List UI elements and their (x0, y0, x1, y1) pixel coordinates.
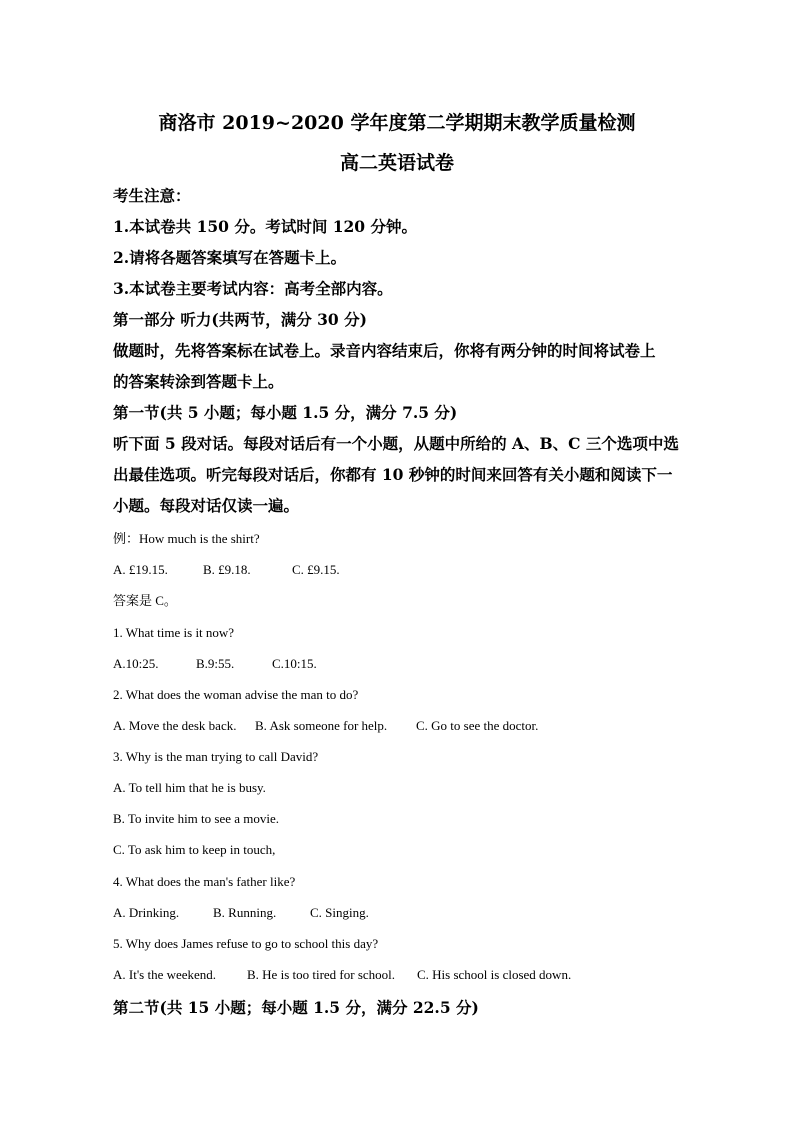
question-3: 3. Why is the man trying to call David? (113, 749, 319, 764)
exam-title: 商洛市 2019~2020 学年度第二学期期末教学质量检测 (158, 112, 636, 134)
example-question: 例：How much is the shirt? (113, 531, 260, 546)
option-a: A.10:25. (113, 656, 159, 671)
option-a: A. It's the weekend. (113, 967, 217, 982)
section1-instruction: 出最佳选项。听完每段对话后，你都有 10 秒钟的时间来回答有关小题和阅读下一 (113, 465, 673, 484)
exam-subtitle: 高二英语试卷 (339, 152, 454, 174)
question-2-options (113, 719, 538, 732)
part1-heading: 第一部分 听力(共两节，满分 30 分) (113, 310, 367, 329)
question-5-options (113, 968, 571, 981)
notice-heading: 考生注意： (113, 186, 191, 205)
option-c: C. His school is closed down. (417, 967, 572, 982)
question-5: 5. Why does James refuse to go to school this day? (113, 936, 379, 951)
section1-heading: 第一节(共 5 小题；每小题 1.5 分，满分 7.5 分) (113, 403, 458, 422)
option-a: A. Move the desk back. (113, 718, 237, 733)
question-2: 2. What does the woman advise the man to do? (113, 687, 359, 702)
option-c: C. Go to see the doctor. (416, 718, 539, 733)
option-c: C. Singing. (310, 905, 369, 920)
option-b: B. £9.18. (203, 562, 251, 577)
section1-instruction: 小题。每段对话仅读一遍。 (113, 496, 300, 515)
example-options (113, 563, 340, 576)
option-a: A. £19.15. (113, 562, 168, 577)
question-1-options (113, 657, 317, 670)
notice-item: 3.本试卷主要考试内容：高考全部内容。 (113, 279, 393, 298)
question-3-option-a: A. To tell him that he is busy. (113, 780, 266, 795)
section1-instruction: 听下面 5 段对话。每段对话后有一个小题，从题中所给的 A、B、C 三个选项中选 (113, 434, 679, 453)
option-a: A. Drinking. (113, 905, 180, 920)
question-1: 1. What time is it now? (113, 625, 235, 640)
part1-instruction: 做题时，先将答案标在试卷上。录音内容结束后，你将有两分钟的时间将试卷上 (113, 341, 656, 360)
option-c: C. £9.15. (292, 562, 340, 577)
option-b: B. Running. (213, 905, 277, 920)
notice-item: 1.本试卷共 150 分。考试时间 120 分钟。 (113, 217, 417, 236)
question-4-options (113, 906, 369, 919)
question-4: 4. What does the man's father like? (113, 874, 296, 889)
option-b: B.9:55. (196, 656, 235, 671)
part1-instruction: 的答案转涂到答题卡上。 (113, 372, 284, 391)
option-b: B. He is too tired for school. (247, 967, 396, 982)
notice-item: 2.请将各题答案填写在答题卡上。 (113, 248, 347, 267)
option-b: B. Ask someone for help. (255, 718, 388, 733)
section2-heading: 第二节(共 15 小题；每小题 1.5 分，满分 22.5 分) (113, 998, 479, 1017)
question-3-option-b: B. To invite him to see a movie. (113, 811, 280, 826)
option-c: C.10:15. (272, 656, 317, 671)
question-3-option-c: C. To ask him to keep in touch, (113, 842, 276, 857)
example-answer: 答案是 C。 (113, 593, 177, 608)
